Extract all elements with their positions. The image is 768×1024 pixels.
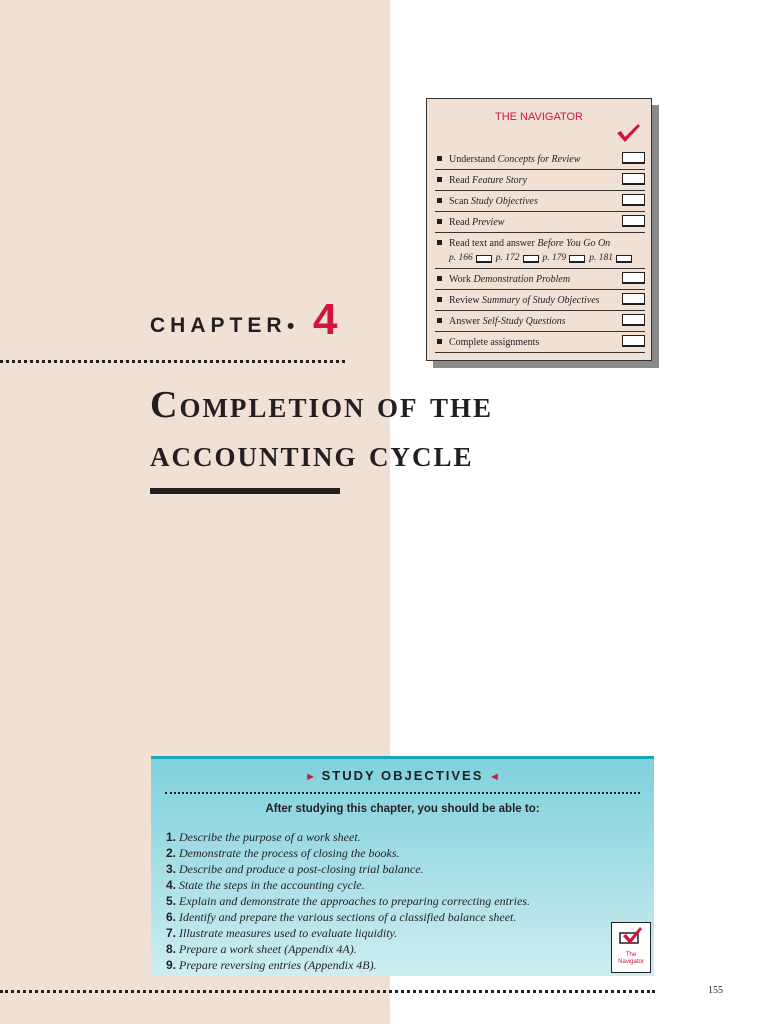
navigator-title: THE NAVIGATOR — [494, 111, 583, 123]
list-item: 2. Demonstrate the process of closing the books. — [166, 846, 400, 860]
navigator-item: Read text and answer Before You Go On p. 166 p. 172 p. 179 p. 181 — [435, 233, 645, 269]
chapter-bullet: • — [287, 315, 295, 338]
list-item: 7. Illustrate measures used to evaluate liquidity. — [166, 926, 398, 940]
bullet-icon — [437, 297, 442, 302]
navigator-checkbox[interactable] — [622, 314, 645, 326]
navigator-item: Read Feature Story — [435, 170, 645, 191]
list-item: 8. Prepare a work sheet (Appendix 4A). — [166, 942, 357, 956]
list-item: 5. Explain and demonstrate the approaches to preparing correcting entries. — [166, 894, 530, 908]
study-objectives-header: ► STUDY OBJECTIVES ◄ — [305, 768, 500, 783]
bullet-icon — [437, 339, 442, 344]
list-item: 6. Identify and prepare the various sections of a classified balance sheet. — [166, 910, 517, 924]
navigator-checkbox[interactable] — [622, 173, 645, 185]
navigator-box — [426, 98, 652, 361]
page-checklist: p. 166 p. 172 p. 179 p. 181 — [449, 252, 636, 266]
navigator-item: Understand Concepts for Review — [435, 149, 645, 170]
page-checkbox[interactable] — [523, 255, 539, 263]
navigator-checkbox[interactable] — [622, 335, 645, 347]
list-item: 3. Describe and produce a post-closing trial balance. — [166, 862, 424, 876]
study-objectives-list — [166, 829, 530, 973]
navigator-icon-label: The Navigator — [618, 952, 644, 965]
bullet-icon — [437, 240, 442, 245]
arrow-right-icon: ► — [305, 771, 316, 783]
dotted-divider — [0, 360, 345, 363]
bullet-icon — [437, 318, 442, 323]
study-objectives-box — [151, 756, 654, 976]
navigator-item: Answer Self-Study Questions — [435, 311, 645, 332]
page-checkbox[interactable] — [476, 255, 492, 263]
page-checkbox[interactable] — [569, 255, 585, 263]
list-item: 1. Describe the purpose of a work sheet. — [166, 830, 361, 844]
navigator-item: Complete assignments — [435, 332, 645, 353]
chapter-label: CHAPTER — [150, 314, 287, 337]
bullet-icon — [437, 156, 442, 161]
checkbox-check-icon — [618, 927, 644, 947]
checkmark-icon — [615, 123, 641, 143]
bullet-icon — [437, 198, 442, 203]
navigator-checkbox[interactable] — [622, 152, 645, 164]
navigator-checklist — [435, 149, 645, 353]
study-objectives-intro: After studying this chapter, you should be able to: — [265, 803, 540, 815]
navigator-checkbox[interactable] — [622, 215, 645, 227]
page-checkbox[interactable] — [616, 255, 632, 263]
arrow-left-icon: ◄ — [489, 771, 500, 783]
title-underline — [150, 488, 340, 494]
navigator-item: Work Demonstration Problem — [435, 269, 645, 290]
dotted-divider — [165, 792, 640, 794]
page-number: 155 — [708, 985, 723, 996]
list-item: 9. Prepare reversing entries (Appendix 4B). — [166, 958, 377, 972]
bullet-icon — [437, 219, 442, 224]
bullet-icon — [437, 177, 442, 182]
bottom-dotted-divider — [0, 990, 655, 993]
chapter-title-line-1: Completion of the — [150, 384, 493, 426]
chapter-title-line-2: accounting cycle — [150, 433, 474, 475]
navigator-checkbox[interactable] — [622, 194, 645, 206]
navigator-icon[interactable] — [611, 922, 651, 973]
navigator-checkbox[interactable] — [622, 293, 645, 305]
navigator-item: Review Summary of Study Objectives — [435, 290, 645, 311]
navigator-item: Scan Study Objectives — [435, 191, 645, 212]
list-item: 4. State the steps in the accounting cycle. — [166, 878, 365, 892]
chapter-number: 4 — [313, 295, 338, 344]
navigator-item: Read Preview — [435, 212, 645, 233]
navigator-checkbox[interactable] — [622, 272, 645, 284]
bullet-icon — [437, 276, 442, 281]
